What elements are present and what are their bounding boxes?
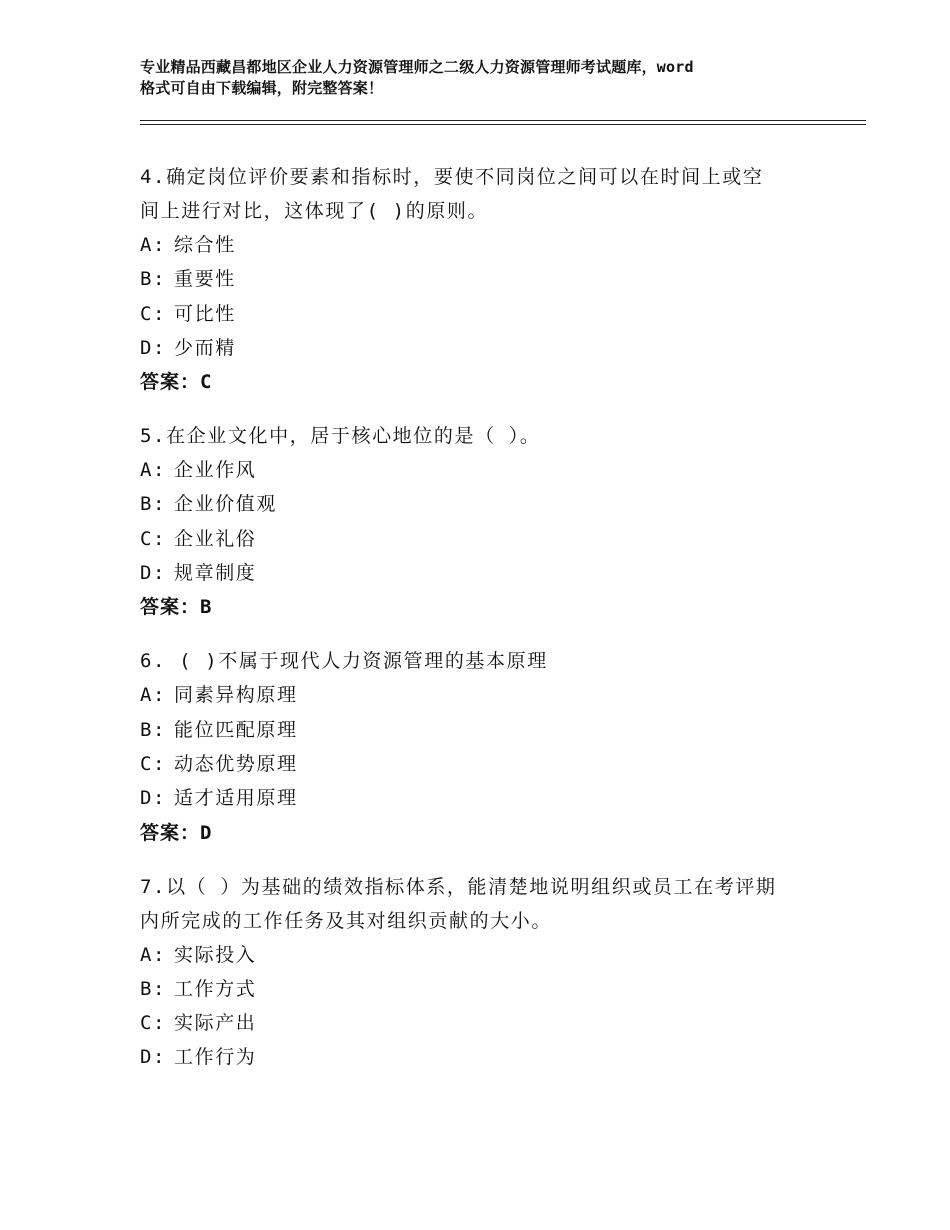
- option-text: 重要性: [174, 268, 236, 291]
- answer-option: [140, 678, 830, 712]
- option-text: 综合性: [174, 234, 236, 256]
- option-letter: C:: [140, 527, 167, 550]
- option-text: 同素异构原理: [174, 684, 298, 707]
- option-letter: B:: [140, 268, 167, 291]
- question-stem-line: 6. ( )不属于现代人力资源管理的基本原理: [140, 650, 548, 673]
- answer-option: [140, 453, 830, 487]
- answer-option: [140, 938, 830, 972]
- header-line-2: 格式可自由下载编辑，附完整答案！: [140, 79, 384, 97]
- answer-option: [140, 781, 830, 815]
- option-text: 工作行为: [174, 1046, 257, 1069]
- option-letter: D:: [140, 1046, 167, 1069]
- option-letter: B:: [140, 977, 167, 1000]
- option-text: 动态优势原理: [174, 752, 298, 775]
- option-letter: B:: [140, 718, 167, 741]
- option-letter: A:: [140, 943, 167, 966]
- document-header: [140, 57, 830, 99]
- answer-option: [140, 487, 830, 521]
- answer-option: [140, 747, 830, 781]
- question-stem-line: 4.确定岗位评价要素和指标时，要使不同岗位之间可以在时间上或空: [140, 166, 764, 188]
- question-block: [140, 160, 830, 399]
- question-list: [140, 160, 830, 1095]
- option-letter: C:: [140, 1012, 167, 1035]
- option-text: 能位匹配原理: [174, 718, 298, 741]
- answer-option: [140, 522, 830, 556]
- answer-option: [140, 713, 830, 747]
- answer-option: [140, 1040, 830, 1074]
- option-text: 可比性: [174, 302, 236, 325]
- answer-option: [140, 331, 830, 365]
- answer-option: [140, 1006, 830, 1040]
- question-stem: [140, 644, 830, 678]
- question-stem-line: 7.以（ ）为基础的绩效指标体系，能清楚地说明组织或员工在考评期: [140, 875, 777, 898]
- answer-option: [140, 297, 830, 331]
- question-stem: [140, 870, 830, 938]
- option-text: 实际产出: [174, 1012, 257, 1035]
- question-block: [140, 419, 830, 624]
- answer-key: 答案：B: [140, 596, 213, 619]
- question-block: [140, 644, 830, 849]
- option-letter: D:: [140, 787, 167, 810]
- option-text: 规章制度: [174, 562, 257, 585]
- question-stem-line: 内所完成的工作任务及其对组织贡献的大小。: [140, 909, 553, 932]
- option-text: 适才适用原理: [174, 787, 298, 810]
- option-letter: C:: [140, 302, 167, 325]
- question-stem-line: 5.在企业文化中，居于核心地位的是（ ）。: [140, 425, 541, 448]
- option-letter: A:: [140, 234, 167, 256]
- answer-option: [140, 556, 830, 590]
- answer-option: [140, 228, 830, 262]
- option-letter: A:: [140, 459, 167, 482]
- option-letter: A:: [140, 684, 167, 707]
- option-letter: D:: [140, 562, 167, 585]
- option-text: 工作方式: [174, 977, 257, 1000]
- option-letter: C:: [140, 752, 167, 775]
- header-line-1: 专业精品西藏昌都地区企业人力资源管理师之二级人力资源管理师考试题库，word: [140, 58, 694, 76]
- header-divider-top: [140, 120, 866, 121]
- question-stem-line: 间上进行对比，这体现了( )的原则。: [140, 200, 489, 222]
- option-text: 企业作风: [174, 459, 257, 482]
- option-text: 少而精: [174, 336, 236, 359]
- header-divider-bottom: [140, 124, 866, 125]
- answer-key: 答案：C: [140, 371, 213, 394]
- answer-option: [140, 262, 830, 296]
- answer-option: [140, 972, 830, 1006]
- option-letter: D:: [140, 336, 167, 359]
- answer-key: 答案：D: [140, 821, 213, 844]
- option-letter: B:: [140, 493, 167, 516]
- option-text: 企业礼俗: [174, 527, 257, 550]
- option-text: 实际投入: [174, 943, 257, 966]
- question-stem: [140, 160, 830, 228]
- question-block: [140, 870, 830, 1075]
- question-stem: [140, 419, 830, 453]
- option-text: 企业价值观: [174, 493, 278, 516]
